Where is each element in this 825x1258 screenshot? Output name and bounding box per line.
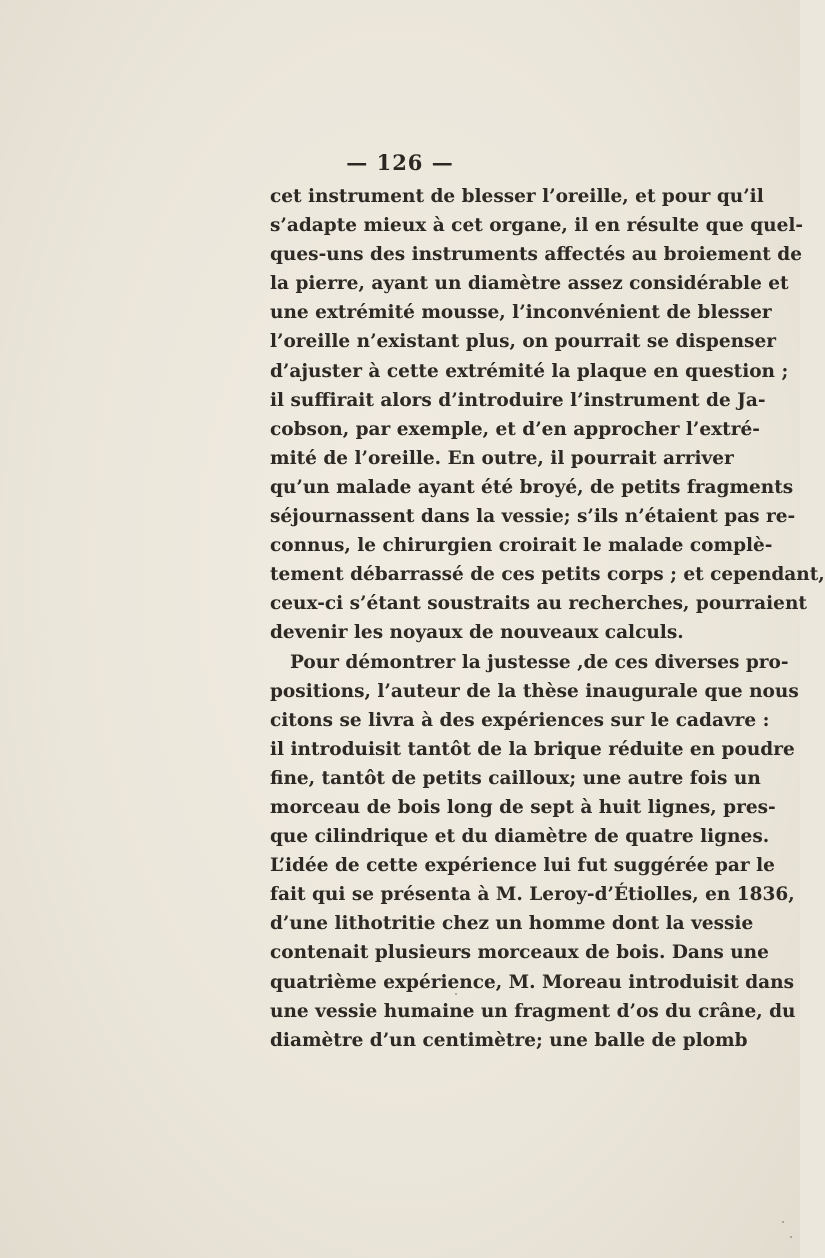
text-line: L’idée de cette expérience lui fut suggérée par le (270, 855, 775, 877)
paragraph-start-line: Pour démontrer la justesse ,de ces diverses pro- (290, 651, 789, 673)
text-line: l’oreille n’existant plus, on pourrait se dispenser (270, 331, 776, 353)
text-line: s’adapte mieux à cet organe, il en résulte que quel- (270, 215, 804, 237)
text-line: contenait plusieurs morceaux de bois. Dans une (270, 942, 769, 964)
body-text (270, 182, 825, 1055)
text-line: positions, l’auteur de la thèse inaugurale que nous (270, 680, 799, 702)
text-line: une extrémité mousse, l’inconvénient de blesser (270, 302, 772, 324)
text-line: connus, le chirurgien croirait le malade complè- (270, 535, 773, 557)
text-line: mité de l’oreille. En outre, il pourrait arriver (270, 447, 734, 469)
text-line: il suffirait alors d’introduire l’instrument de Ja- (270, 389, 766, 411)
text-line: quatrième expérience, M. Moreau introduisit dans (270, 971, 794, 993)
text-line: une vessie humaine un fragment d’os du crâne, du (270, 1000, 796, 1022)
text-line: diamètre d’un centimètre; une balle de plomb (270, 1029, 748, 1051)
text-line: que cilindrique et du diamètre de quatre lignes. (270, 826, 770, 848)
text-line: d’ajuster à cette extrémité la plaque en question ; (270, 360, 789, 382)
page-number: — 126 — (346, 150, 454, 175)
text-line: fine, tantôt de petits cailloux; une autre fois un (270, 767, 761, 789)
text-line: morceau de bois long de sept à huit lignes, pres- (270, 796, 776, 818)
paper-speck (782, 1221, 784, 1223)
text-line: cobson, par exemple, et d’en approcher l’extré- (270, 418, 760, 440)
paper-speck (790, 1236, 792, 1238)
text-line: fait qui se présenta à M. Leroy-d’Étiolles, en 1836, (270, 884, 795, 906)
text-line: ques-uns des instruments affectés au broiement de (270, 244, 802, 266)
text-line: qu’un malade ayant été broyé, de petits fragments (270, 476, 794, 498)
text-line: cet instrument de blesser l’oreille, et pour qu’il (270, 186, 764, 207)
paragraph-end-line: devenir les noyaux de nouveaux calculs. (270, 622, 684, 644)
text-line: tement débarrassé de ces petits corps ; et cependant, (270, 564, 825, 586)
text-line: citons se livra à des expériences sur le cadavre : (270, 709, 770, 731)
text-line: séjournassent dans la vessie; s’ils n’étaient pas re- (270, 506, 796, 528)
text-line: il introduisit tantôt de la brique réduite en poudre (270, 738, 795, 760)
text-line: la pierre, ayant un diamètre assez considérable et (270, 273, 789, 295)
text-line: ceux-ci s’étant soustraits au recherches, pourraient (270, 593, 807, 615)
text-line: d’une lithotritie chez un homme dont la vessie (270, 913, 754, 935)
paper-speck (455, 993, 457, 995)
